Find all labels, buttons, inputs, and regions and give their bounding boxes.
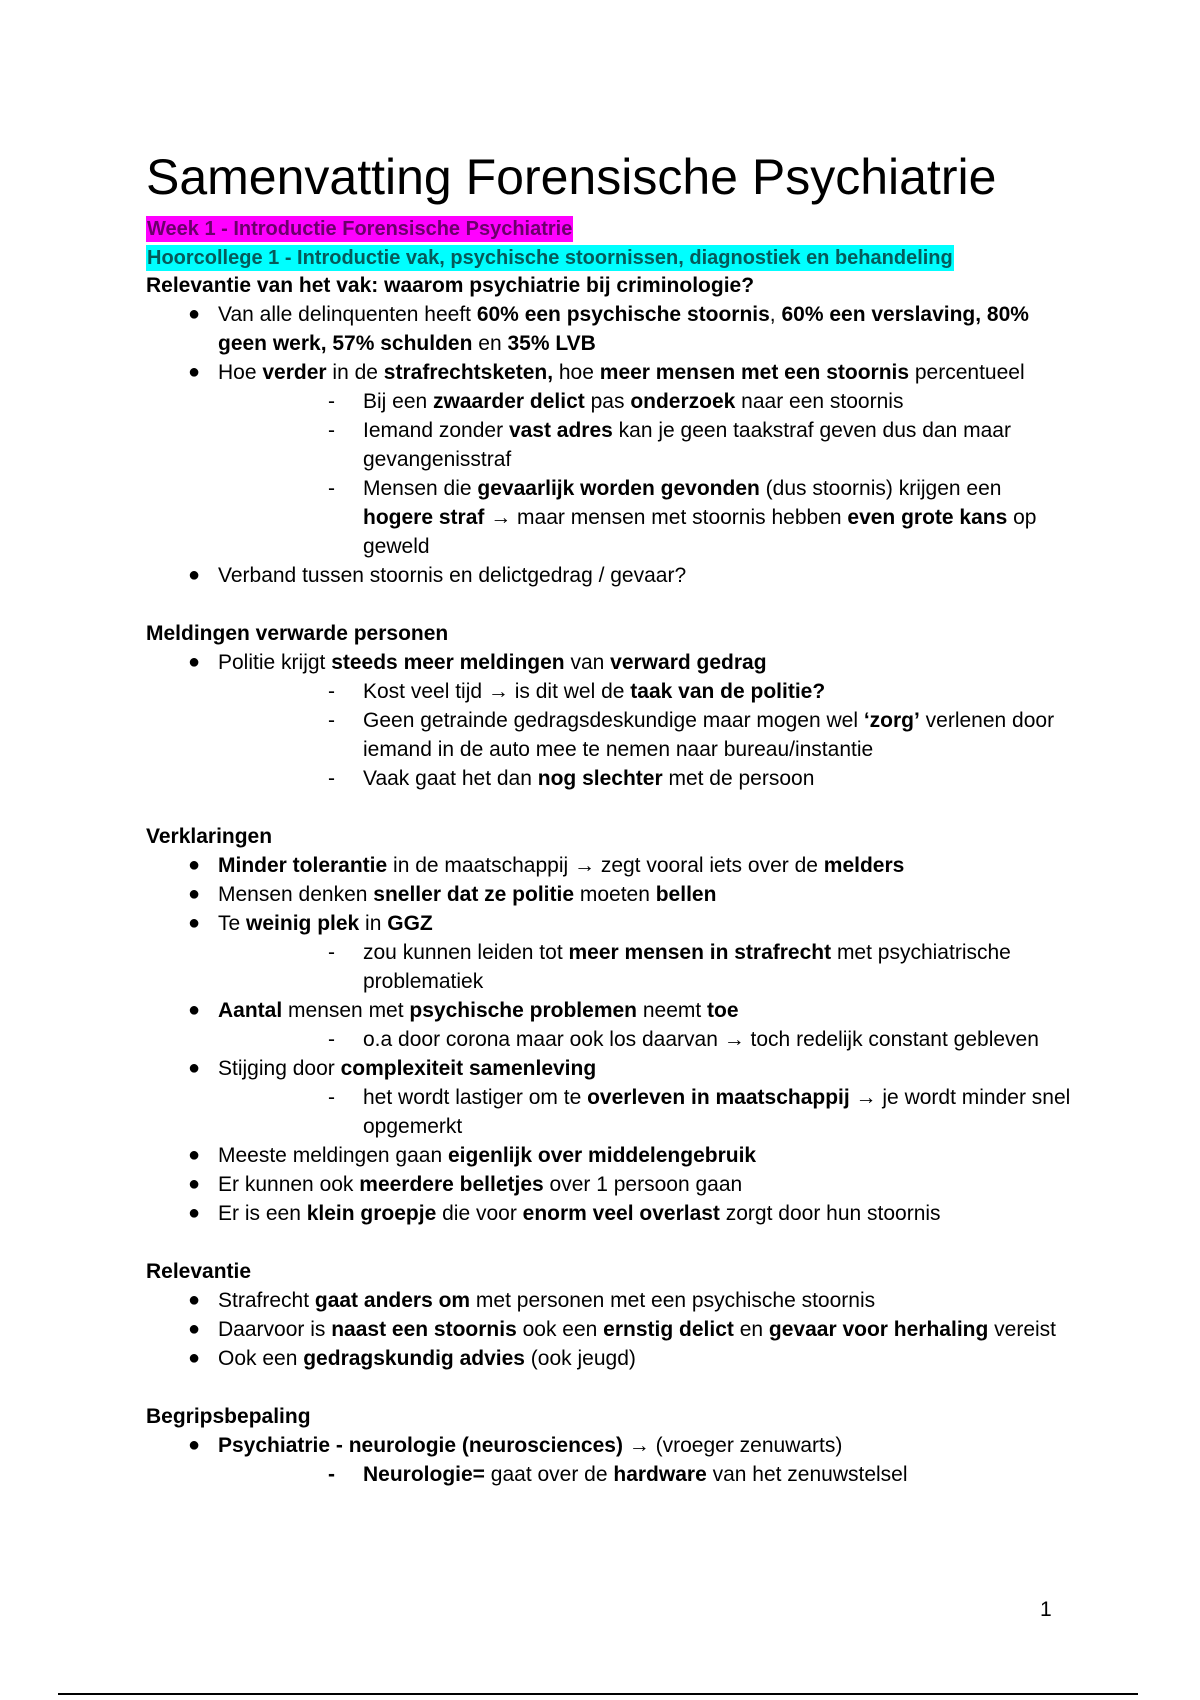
list-item: ● Aantal mensen met psychische problemen neemt toe - o.a door corona maar ook los daarvan → toch redelijk constant gebleven bbox=[146, 996, 1076, 1054]
sub-list-item: - Geen getrainde gedragsdeskundige maar mogen wel ‘zorg’ verlenen door iemand in de auto mee te nemen naar bureau/instantie bbox=[328, 709, 1055, 761]
week-highlight: Week 1 - Introductie Forensische Psychiatrie bbox=[147, 218, 573, 240]
sub-list-item: - Bij een zwaarder delict pas onderzoek naar een stoornis bbox=[328, 390, 904, 413]
list-item: ● Minder tolerantie in de maatschappij → zegt vooral iets over de melders bbox=[187, 854, 905, 877]
sub-list-item: - o.a door corona maar ook los daarvan → toch redelijk constant gebleven bbox=[328, 1028, 1039, 1051]
list-item: ● Daarvoor is naast een stoornis ook een ernstig delict en gevaar voor herhaling vereist bbox=[187, 1318, 1056, 1341]
list-item: ● Verband tussen stoornis en delictgedrag / gevaar? bbox=[187, 564, 687, 587]
sub-list-item: - Mensen die gevaarlijk worden gevonden (dus stoornis) krijgen een hogere straf → maar mensen met stoornis hebben even grote kans op geweld bbox=[328, 477, 1037, 558]
page-bottom-rule bbox=[58, 1693, 1138, 1695]
lecture-highlight: Hoorcollege 1 - Introductie vak, psychische stoornissen, diagnostiek en behandeling bbox=[147, 247, 953, 269]
list-item: ● Er kunnen ook meerdere belletjes over 1 persoon gaan bbox=[187, 1173, 743, 1196]
list-item: ● Stijging door complexiteit samenleving - het wordt lastiger om te overleven in maatschappij → je wordt minder snel opgemerkt bbox=[146, 1054, 1076, 1141]
list-item: ● Mensen denken sneller dat ze politie moeten bellen bbox=[187, 883, 717, 906]
sub-list-item: - Kost veel tijd → is dit wel de taak van de politie? bbox=[328, 680, 826, 703]
definitions-list bbox=[146, 1431, 1076, 1489]
document-page bbox=[146, 148, 1076, 1489]
page-number: 1 bbox=[1040, 1598, 1052, 1621]
section-heading-relevance: Relevantie bbox=[146, 1260, 252, 1283]
list-item: ● Strafrecht gaat anders om met personen met een psychische stoornis bbox=[187, 1289, 876, 1312]
list-item: ● Er is een klein groepje die voor enorm veel overlast zorgt door hun stoornis bbox=[187, 1202, 941, 1225]
sub-list-item: - zou kunnen leiden tot meer mensen in strafrecht met psychiatrische problematiek bbox=[328, 941, 1011, 993]
relevance-course-list bbox=[146, 300, 1076, 590]
sub-list-item: - Vaak gaat het dan nog slechter met de persoon bbox=[328, 767, 815, 790]
list-item: ● Psychiatrie - neurologie (neurosciences) → (vroeger zenuwarts) - Neurologie= gaat over de hardware van het zenuwstelsel bbox=[146, 1431, 1076, 1489]
sub-list-item: - Iemand zonder vast adres kan je geen taakstraf geven dus dan maar gevangenisstraf bbox=[328, 419, 1011, 471]
list-item: ● Politie krijgt steeds meer meldingen van verward gedrag - Kost veel tijd → is dit wel de taak van de politie? - Geen getrainde gedragsdeskundige maar mogen wel ‘zorg’ verlenen door iemand in de auto mee te nemen naar bureau/instantie - Vaak gaat het dan nog slechter met de persoon bbox=[146, 648, 1076, 793]
section-heading-definitions: Begripsbepaling bbox=[146, 1405, 311, 1428]
list-item: ● Ook een gedragskundig advies (ook jeugd) bbox=[187, 1347, 636, 1370]
section-heading-explanations: Verklaringen bbox=[146, 825, 273, 848]
explanations-list bbox=[146, 851, 1076, 1228]
relevance-list bbox=[146, 1286, 1076, 1373]
section-heading-reports: Meldingen verwarde personen bbox=[146, 622, 449, 645]
document-title: Samenvatting Forensische Psychiatrie bbox=[146, 149, 997, 205]
list-item: ● Hoe verder in de strafrechtsketen, hoe meer mensen met een stoornis percentueel - Bij een zwaarder delict pas onderzoek naar een stoornis - Iemand zonder vast adres kan je geen taakstraf geven dus dan maar gevangenisstraf - Mensen die gevaarlijk worden gevonden (dus stoornis) krijgen een hogere straf → maar mensen met stoornis hebben even grote kans op geweld bbox=[146, 358, 1076, 561]
sub-list-item: - Neurologie= gaat over de hardware van het zenuwstelsel bbox=[328, 1463, 908, 1486]
list-item: ● Van alle delinquenten heeft 60% een psychische stoornis, 60% een verslaving, 80% geen werk, 57% schulden en 35% LVB bbox=[187, 303, 1029, 355]
sub-list-item: - het wordt lastiger om te overleven in maatschappij → je wordt minder snel opgemerkt bbox=[328, 1086, 1071, 1138]
list-item: ● Te weinig plek in GGZ - zou kunnen leiden tot meer mensen in strafrecht met psychiatrische problematiek bbox=[146, 909, 1076, 996]
reports-list bbox=[146, 648, 1076, 793]
section-heading-relevance-course: Relevantie van het vak: waarom psychiatrie bij criminologie? bbox=[146, 274, 755, 297]
list-item: ● Meeste meldingen gaan eigenlijk over middelengebruik bbox=[187, 1144, 757, 1167]
